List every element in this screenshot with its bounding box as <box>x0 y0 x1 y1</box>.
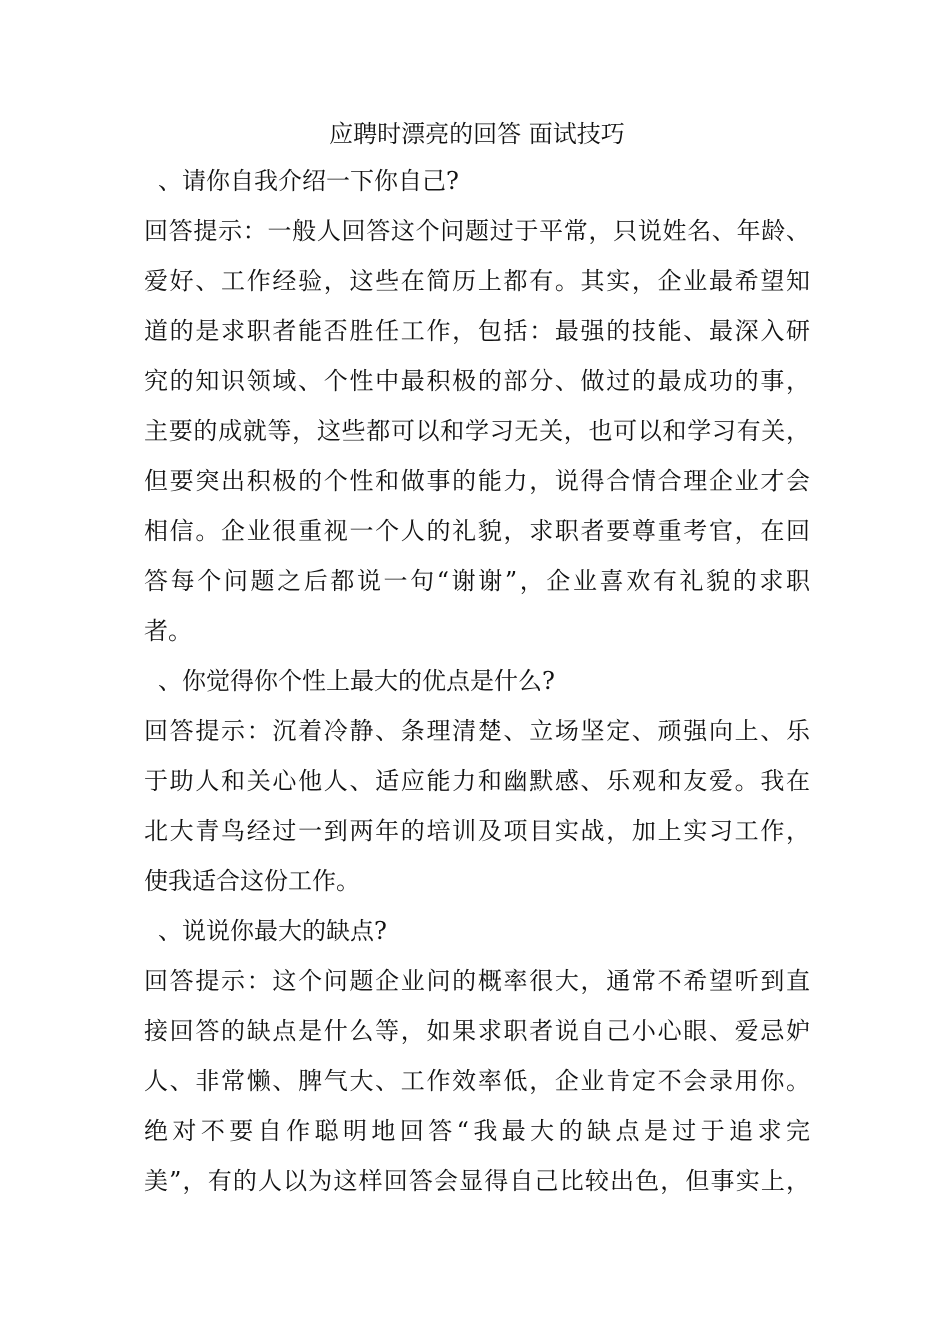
answer-line: 回答提示：沉着冷静、条理清楚、立场坚定、顽强向上、乐 <box>144 717 810 745</box>
answer-line: 究的知识领域、个性中最积极的部分、做过的最成功的事， <box>144 367 810 395</box>
answer-line: 相信。企业很重视一个人的礼貌，求职者要尊重考官，在回 <box>144 517 810 545</box>
answer-line: 回答提示：一般人回答这个问题过于平常，只说姓名、年龄、 <box>144 217 810 245</box>
answer-line: 接回答的缺点是什么等，如果求职者说自己小心眼、爱忌妒 <box>144 1017 810 1045</box>
qa-section-1 <box>144 156 810 656</box>
answer-line: 北大青鸟经过一到两年的培训及项目实战，加上实习工作， <box>144 817 810 845</box>
qa-section-2 <box>144 656 810 906</box>
answer-1 <box>144 206 810 656</box>
answer-line: 主要的成就等，这些都可以和学习无关，也可以和学习有关， <box>144 417 810 445</box>
question-1: 、请你自我介绍一下你自己? <box>158 167 459 195</box>
question-3: 、说说你最大的缺点? <box>158 917 387 945</box>
answer-line: 者。 <box>144 617 192 645</box>
question-2: 、你觉得你个性上最大的优点是什么? <box>158 667 555 695</box>
answer-line: 绝对不要自作聪明地回答“我最大的缺点是过于追求完 <box>144 1117 810 1145</box>
answer-line: 美”，有的人以为这样回答会显得自己比较出色，但事实上， <box>144 1167 810 1195</box>
answer-line: 人、非常懒、脾气大、工作效率低，企业肯定不会录用你。 <box>144 1067 810 1095</box>
answer-line: 爱好、工作经验，这些在简历上都有。其实，企业最希望知 <box>144 267 810 295</box>
document-title: 应聘时漂亮的回答 面试技巧 <box>329 120 625 148</box>
answer-line: 道的是求职者能否胜任工作，包括：最强的技能、最深入研 <box>144 317 810 345</box>
document-page <box>144 112 810 1206</box>
answer-line: 但要突出积极的个性和做事的能力，说得合情合理企业才会 <box>144 467 810 495</box>
qa-section-3 <box>144 906 810 1206</box>
answer-line: 回答提示：这个问题企业问的概率很大，通常不希望听到直 <box>144 967 810 995</box>
answer-line: 答每个问题之后都说一句“谢谢”，企业喜欢有礼貌的求职 <box>144 567 810 595</box>
answer-line: 于助人和关心他人、适应能力和幽默感、乐观和友爱。我在 <box>144 767 810 795</box>
answer-3 <box>144 956 810 1206</box>
answer-line: 使我适合这份工作。 <box>144 867 360 895</box>
answer-2 <box>144 706 810 906</box>
